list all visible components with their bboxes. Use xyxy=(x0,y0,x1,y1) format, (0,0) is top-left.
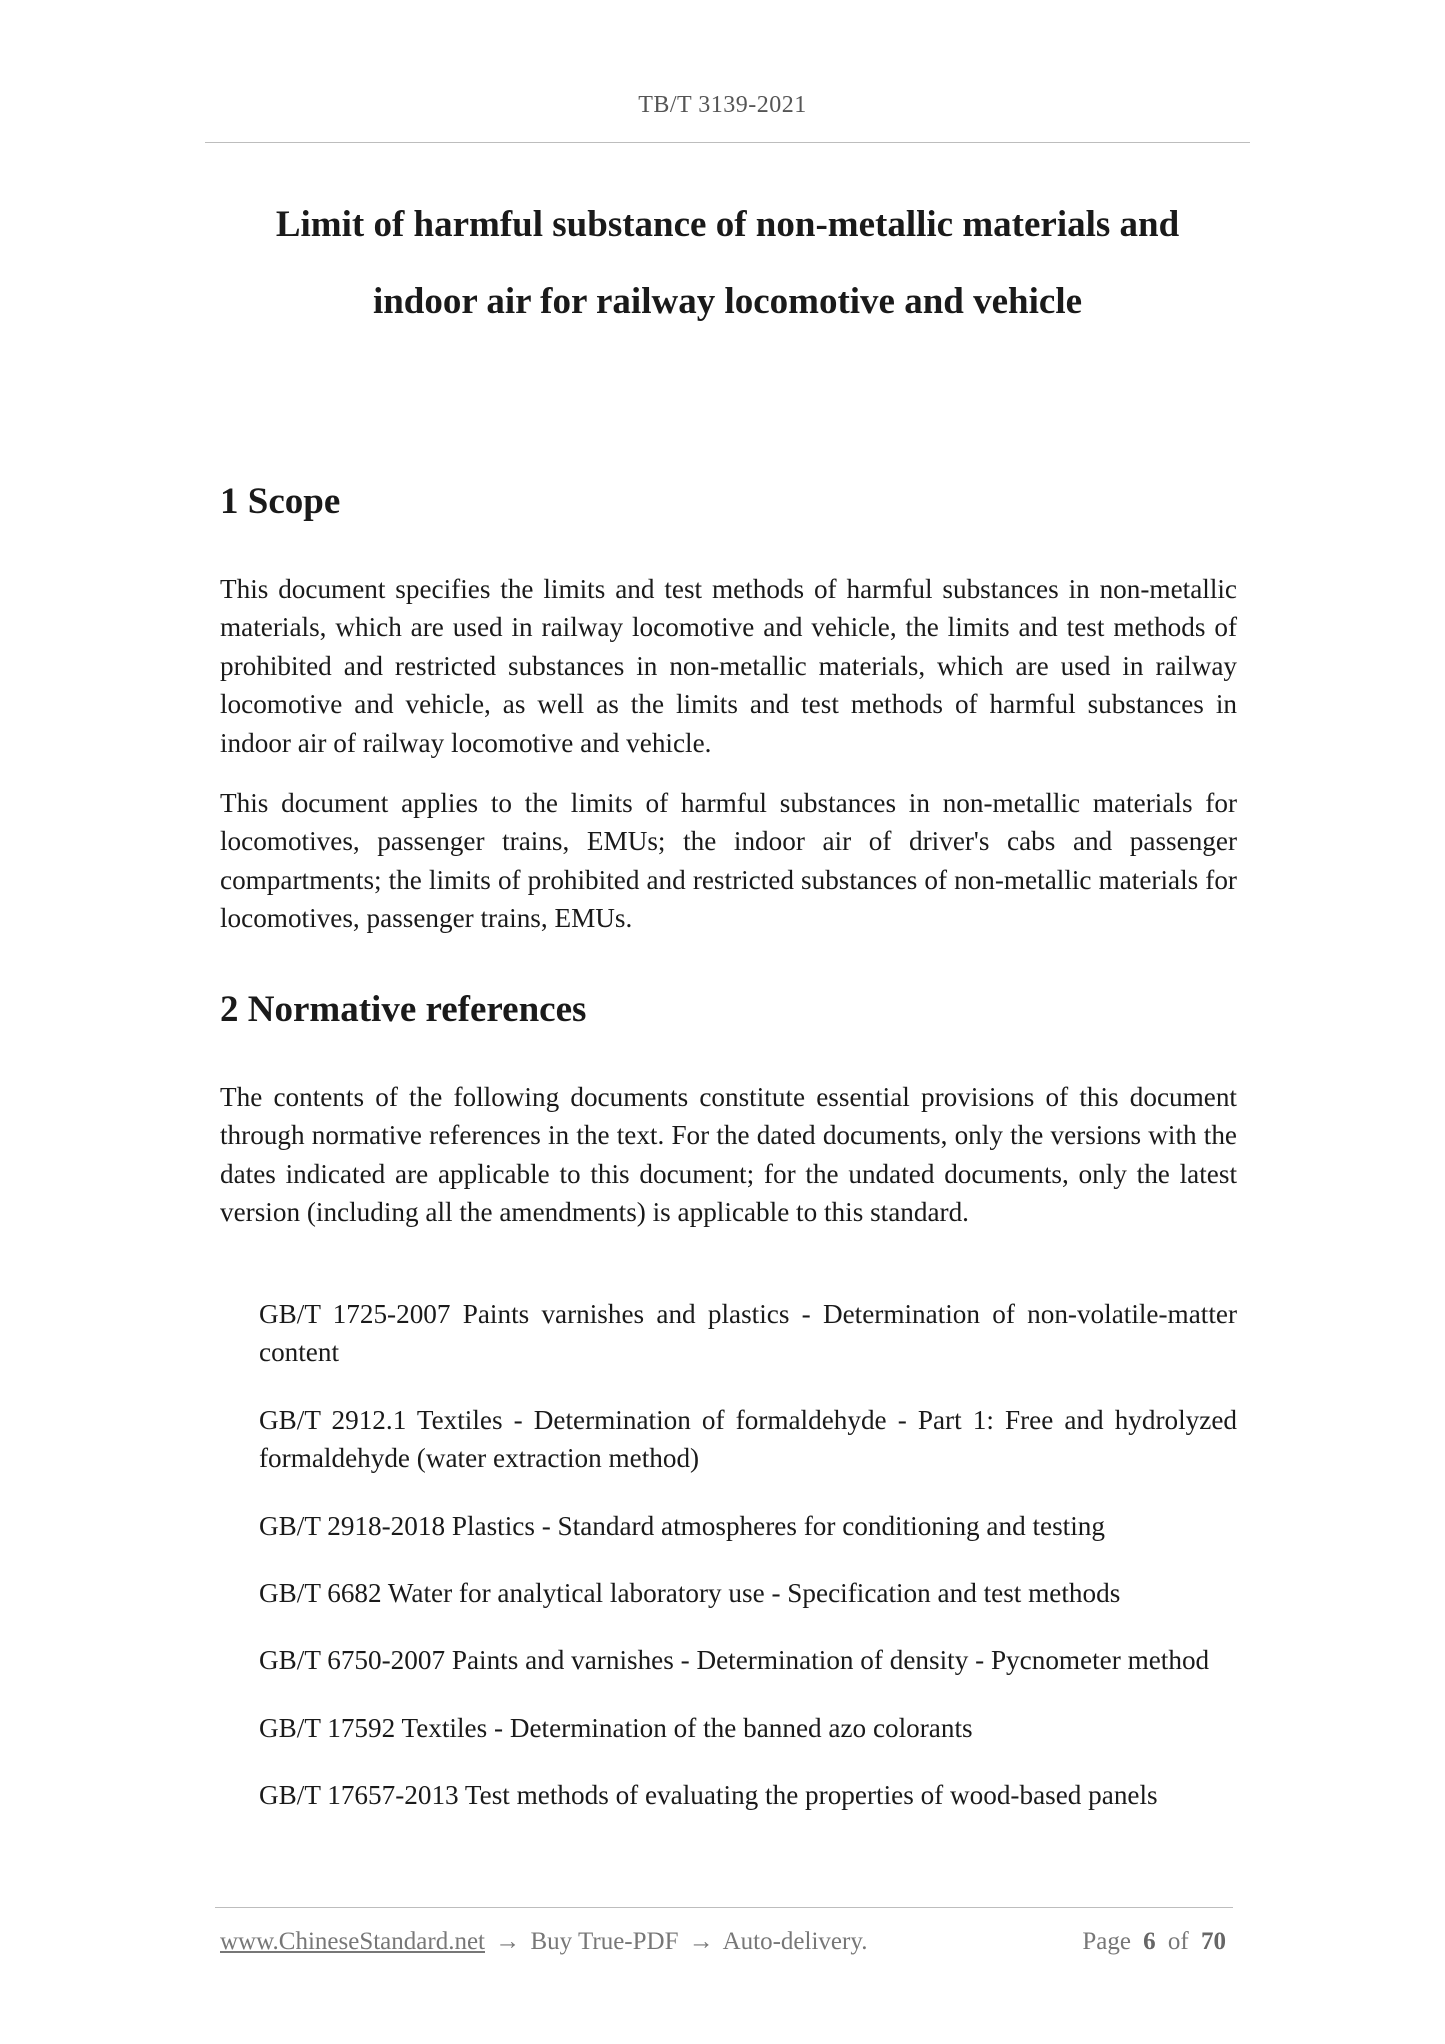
section-heading-normative-references: 2 Normative references xyxy=(220,989,587,1030)
running-header: TB/T 3139-2021 xyxy=(638,92,807,118)
page-current: 6 xyxy=(1143,1928,1156,1955)
header-rule xyxy=(205,142,1250,143)
buy-true-pdf-text: Buy True-PDF xyxy=(530,1928,679,1955)
page-of-label: of xyxy=(1167,1928,1189,1955)
site-link[interactable]: www.ChineseStandard.net xyxy=(220,1928,485,1955)
scope-body xyxy=(220,570,1237,938)
section-heading-scope: 1 Scope xyxy=(220,481,341,522)
footer-rule xyxy=(215,1907,1233,1908)
reference-item: GB/T 6682 Water for analytical laboratory use - Specification and test methods xyxy=(259,1578,1121,1609)
footer-promo xyxy=(220,1928,867,1956)
arrow-right-icon: → xyxy=(688,1928,714,1955)
reference-item: GB/T 17657-2013 Test methods of evaluating the properties of wood-based panels xyxy=(259,1780,1158,1811)
page-total: 70 xyxy=(1201,1928,1226,1955)
title-line-2: indoor air for railway locomotive and vehicle xyxy=(372,281,1083,322)
reference-item: GB/T 2912.1 Textiles - Determination of formaldehyde - Part 1: Free and hydrolyzed formaldehyde (water extraction method) xyxy=(259,1404,1237,1474)
arrow-right-icon: → xyxy=(495,1928,521,1955)
reference-item: GB/T 1725-2007 Paints varnishes and plastics - Determination of non-volatile-matter content xyxy=(259,1299,1237,1368)
document-title xyxy=(205,186,1250,340)
reference-item: GB/T 2918-2018 Plastics - Standard atmospheres for conditioning and testing xyxy=(259,1510,1105,1541)
scope-paragraph-1: This document specifies the limits and test methods of harmful substances in non-metallic materials, which are used in railway locomotive and vehicle, the limits and test methods of prohibited and restricted substances in non-metallic materials, which are used in railway locomotive and vehicle, as well as the limits and test methods of harmful substances in indoor air of railway locomotive and vehicle. xyxy=(220,574,1237,758)
page-label: Page xyxy=(1082,1928,1131,1955)
normative-references-paragraph: The contents of the following documents constitute essential provisions of this document through normative references in the text. For the dated documents, only the versions with the dates indicated are applicable to this document; for the undated documents, only the latest version (including all the amendments) is applicable to this standard. xyxy=(220,1082,1237,1228)
title-line-1: Limit of harmful substance of non-metallic materials and xyxy=(275,204,1180,245)
normative-references-body xyxy=(220,1078,1237,1232)
auto-delivery-text: Auto-delivery. xyxy=(722,1928,868,1955)
reference-list xyxy=(259,1295,1237,1844)
reference-item: GB/T 6750-2007 Paints and varnishes - Determination of density - Pycnometer method xyxy=(259,1645,1210,1676)
page-indicator xyxy=(1082,1928,1232,1956)
scope-paragraph-2: This document applies to the limits of harmful substances in non-metallic materials for locomotives, passenger trains, EMUs; the indoor air of driver's cabs and passenger compartments; the limits of prohibited and restricted substances of non-metallic materials for locomotives, passenger trains, EMUs. xyxy=(220,788,1237,934)
reference-item: GB/T 17592 Textiles - Determination of the banned azo colorants xyxy=(259,1712,973,1743)
